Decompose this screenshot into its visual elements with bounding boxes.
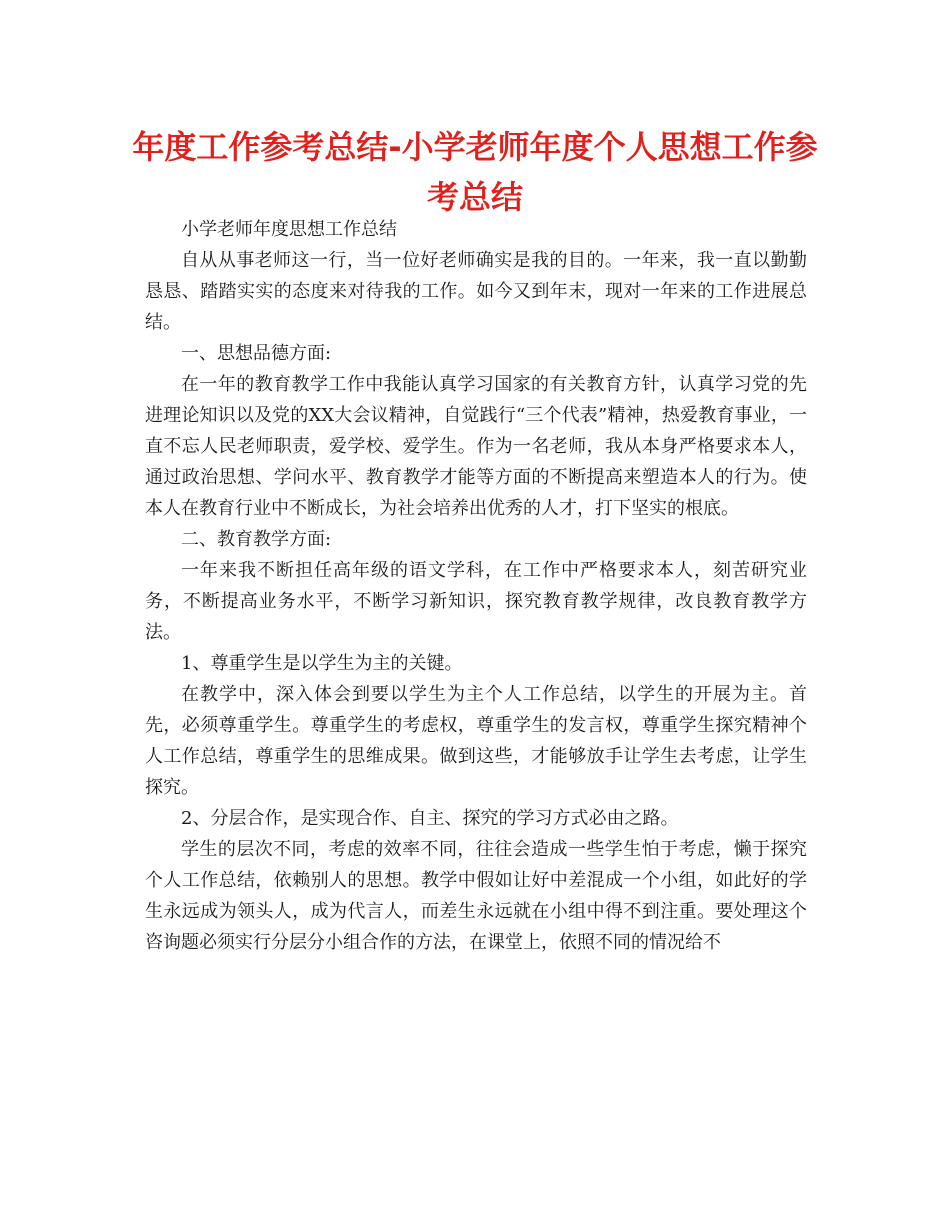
document-title: 年度工作参考总结-小学老师年度个人思想工作参考总结 — [132, 128, 818, 216]
paragraph-intro: 自从从事老师这一行，当一位好老师确实是我的目的。一年来，我一直以勤勤恳恳、踏踏实实的态度来对待我的工作。如今又到年末，现对一年来的工作进展总结。 — [145, 250, 807, 333]
section-heading-moral: 一、思想品德方面: — [181, 343, 332, 364]
section-heading-teaching: 二、教育教学方面: — [181, 529, 332, 550]
paragraph-cooperation: 学生的层次不同，考虑的效率不同，往往会造成一些学生怕于考虑，懒于探究个人工作总结，依赖别人的思想。教学中假如让好中差混成一个小组，如此好的学生永远成为领头人，成为代言人，而差生永远就在小组中得不到注重。要处理这个咨询题必须实行分层分小组合作的方法，在课堂上，依照不同的情况给不 — [145, 839, 807, 953]
paragraph-respect: 在教学中，深入体会到要以学生为主个人工作总结，以学生的开展为主。首先，必须尊重学生。尊重学生的考虑权，尊重学生的发言权，尊重学生探究精神个人工作总结，尊重学生的思维成果。做到这些，才能够放手让学生去考虑，让学生探究。 — [145, 684, 807, 798]
paragraph-moral: 在一年的教育教学工作中我能认真学习国家的有关教育方针，认真学习党的先进理论知识以及党的XX大会议精神，自觉践行“三个代表”精神，热爱教育事业，一直不忘人民老师职责，爱学校、爱学生。作为一名老师，我从本身严格要求本人，通过政治思想、学问水平、教育教学才能等方面的不断提高来塑造本人的行为。使本人在教育行业中不断成长，为社会培养出优秀的人才，打下坚实的根底。 — [145, 374, 807, 519]
subheading-respect: 1、尊重学生是以学生为主的关键。 — [181, 653, 463, 674]
paragraph-subtitle: 小学老师年度思想工作总结 — [181, 219, 397, 240]
subheading-cooperation: 2、分层合作，是实现合作、自主、探究的学习方式必由之路。 — [181, 808, 679, 829]
paragraph-teaching: 一年来我不断担任高年级的语文学科，在工作中严格要求本人，刻苦研究业务，不断提高业务水平，不断学习新知识，探究教育教学规律，改良教育教学方法。 — [145, 560, 807, 643]
document-body — [145, 214, 807, 958]
